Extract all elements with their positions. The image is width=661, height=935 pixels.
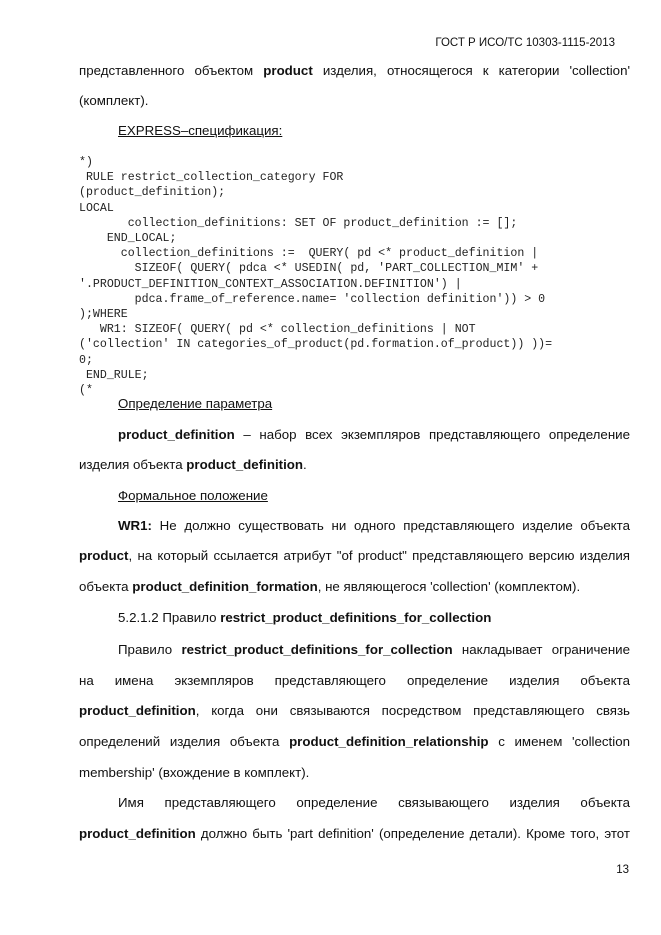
bold-term: product_definition_relationship bbox=[289, 734, 489, 749]
text-segment: 5.2.1.2 Правило bbox=[118, 610, 221, 625]
bold-term: product_definition_formation bbox=[132, 579, 318, 594]
text-segment: Имя представляющего определение связывающего изделия объекта bbox=[118, 795, 630, 810]
text-line bbox=[79, 578, 630, 596]
bold-term: product bbox=[79, 548, 129, 563]
bold-term: product_definition bbox=[186, 457, 304, 472]
text-segment: накладывает ограничение bbox=[452, 642, 630, 657]
text-line bbox=[79, 825, 630, 843]
bold-term: product_definition bbox=[79, 826, 196, 841]
text-segment: Определение параметра bbox=[118, 396, 273, 411]
text-line bbox=[79, 62, 630, 80]
text-line bbox=[79, 733, 630, 751]
express-code-block: *) RULE restrict_collection_category FOR (product_definition); LOCAL collection_definitions: SET OF product_definition := []; END_LOCAL; collection_definitions := QUERY( pd <* product_definition | SIZEOF( QUERY( pdca <* USEDIN( pd, 'PART_COLLECTION_MIM' + '.PRODUCT_DEFINITION_CONTEXT_ASSOCIATION.DEFINITION') | pdca.frame_of_reference.name= 'collection definition')) > 0 );WHERE WR1: SIZEOF( QUERY( pd <* collection_definitions | NOT ('collection' IN categories_of_product(pd.formation.of_product)) ))= 0; END_RULE; (* bbox=[79, 156, 553, 398]
text-line bbox=[118, 794, 630, 812]
text-segment: – набор всех экземпляров представляющего определение bbox=[234, 427, 630, 442]
bold-term: WR1: bbox=[118, 518, 152, 533]
text-segment: (комплект). bbox=[79, 93, 149, 108]
text-segment: Не должно существовать ни одного представляющего изделие объекта bbox=[151, 518, 630, 533]
subsection-heading bbox=[118, 609, 630, 627]
text-segment: определений изделия объекта bbox=[79, 734, 290, 749]
text-segment: представленного объектом bbox=[79, 63, 264, 78]
text-segment: Формальное положение bbox=[118, 488, 268, 503]
text-line bbox=[79, 456, 630, 474]
text-line bbox=[79, 547, 630, 565]
text-segment: изделия объекта bbox=[79, 457, 187, 472]
text-segment: EXPRESS–спецификация: bbox=[118, 123, 283, 138]
text-segment: membership' (вхождение в комплект). bbox=[79, 765, 310, 780]
text-segment: , на который ссылается атрибут "of product" представляющего версию изделия bbox=[128, 548, 630, 563]
text-line bbox=[79, 764, 630, 782]
page-number: 13 bbox=[616, 864, 629, 876]
text-segment: изделия, относящегося к категории 'collection' bbox=[312, 63, 631, 78]
text-line bbox=[79, 672, 630, 690]
text-line bbox=[118, 426, 630, 444]
text-segment: , не являющегося 'collection' (комплектом). bbox=[317, 579, 581, 594]
bold-term: product_definition bbox=[118, 427, 235, 442]
text-segment: Правило bbox=[118, 642, 182, 657]
text-segment: с именем 'collection bbox=[488, 734, 630, 749]
text-segment: объекта bbox=[79, 579, 133, 594]
text-segment: , когда они связываются посредством представляющего связь bbox=[195, 703, 630, 718]
section-heading bbox=[118, 487, 630, 505]
bold-term: restrict_product_definitions_for_collection bbox=[220, 610, 492, 625]
bold-term: product bbox=[263, 63, 313, 78]
document-header: ГОСТ Р ИСО/ТС 10303-1115-2013 bbox=[435, 37, 615, 49]
text-line bbox=[118, 641, 630, 659]
text-line bbox=[79, 702, 630, 720]
section-heading bbox=[118, 122, 630, 140]
text-line bbox=[118, 517, 630, 535]
text-segment: на имена экземпляров представляющего определение изделия объекта bbox=[79, 673, 630, 688]
text-line bbox=[79, 92, 630, 110]
bold-term: restrict_product_definitions_for_collection bbox=[181, 642, 453, 657]
bold-term: product_definition bbox=[79, 703, 196, 718]
text-segment: должно быть 'part definition' (определение детали). Кроме того, этот bbox=[195, 826, 630, 841]
text-segment: . bbox=[303, 457, 307, 472]
